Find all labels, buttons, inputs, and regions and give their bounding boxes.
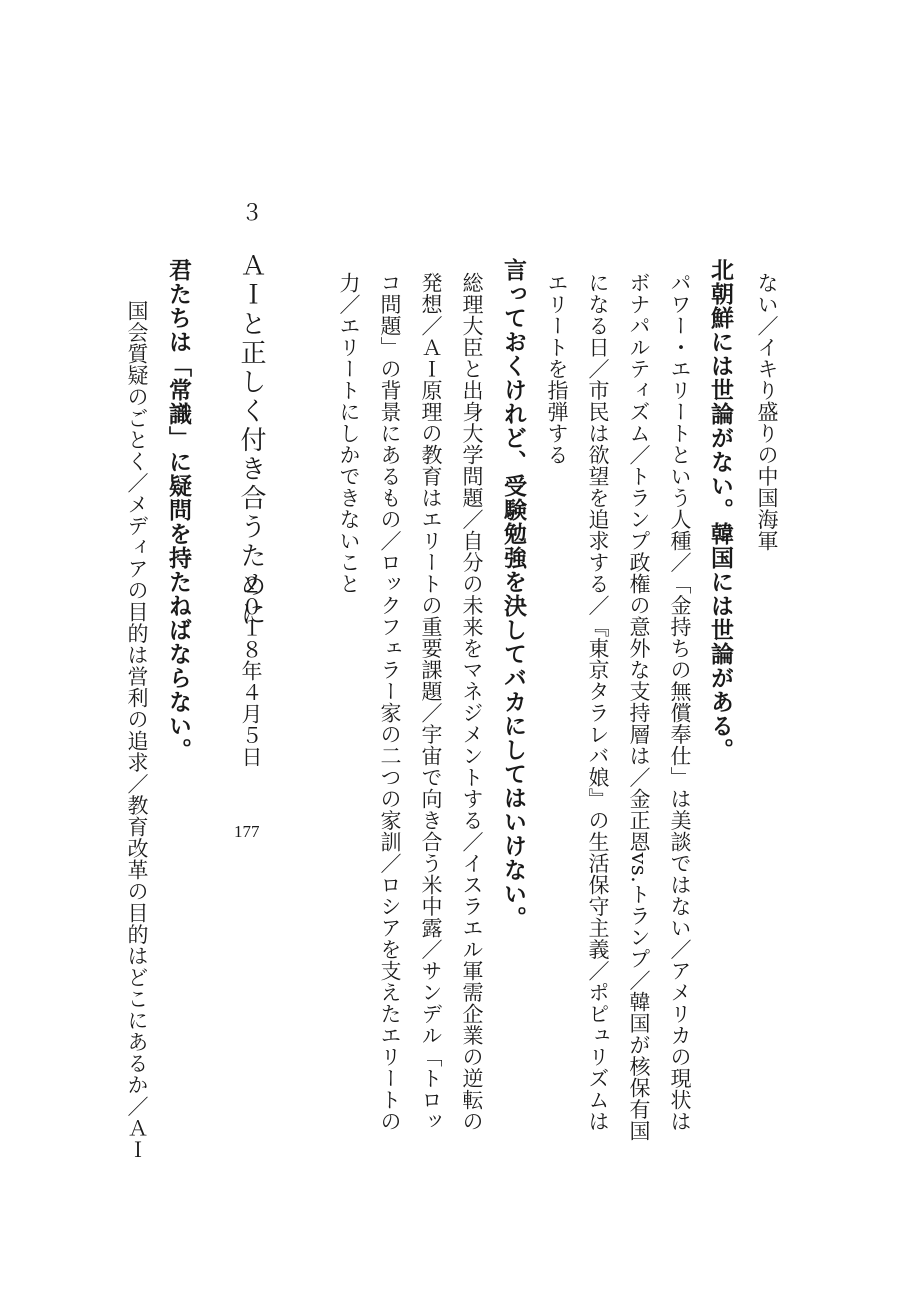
toc-line: 力／エリートにしかできないこと bbox=[337, 272, 361, 595]
chapter-title: ＡＩと正しく付き合うために bbox=[236, 252, 266, 629]
toc-line: 発想／ＡＩ原理の教育はエリートの重要課題／宇宙で向き合う米中露／サンデル「トロッ bbox=[419, 272, 443, 1132]
toc-line: コ問題」の背景にあるもの／ロックフェラー家の二つの家訓／ロシアを支えたエリートの bbox=[378, 272, 402, 1132]
section-heading-north-korea: 北朝鮮には世論がない。韓国には世論がある。 bbox=[707, 258, 733, 762]
toc-line: 国会質疑のごとく／メディアの目的は営利の追求／教育改革の目的はどこにあるか／ＡＩ bbox=[125, 300, 149, 1160]
chapter-date: ２０１８年４月５日 bbox=[239, 574, 263, 768]
toc-line: エリートを指弾する bbox=[545, 272, 569, 466]
toc-line: パワー・エリートという人種／「金持ちの無償奉仕」は美談ではない／アメリカの現状は bbox=[668, 272, 692, 1132]
toc-line-continuation: ない／イキり盛りの中国海軍 bbox=[755, 272, 779, 552]
page-number: 177 bbox=[234, 822, 260, 841]
section-heading-exam-study: 言っておくけれど、受験勉強を決してバカにしてはいけない。 bbox=[500, 258, 526, 930]
toc-line: ボナパルティズム／トランプ政権の意外な支持層は／金正恩vs.トランプ／韓国が核保有国 bbox=[627, 272, 651, 1142]
toc-line: になる日／市民は欲望を追求する／『東京タラレバ娘』の生活保守主義／ポピュリズムは bbox=[586, 272, 610, 1132]
section-heading-common-sense: 君たちは「常識」に疑問を持たねばならない。 bbox=[165, 258, 191, 762]
toc-line: 総理大臣と出身大学問題／自分の未来をマネジメントする／イスラエル軍需企業の逆転の bbox=[460, 272, 484, 1132]
chapter-number: ３ bbox=[241, 201, 264, 226]
